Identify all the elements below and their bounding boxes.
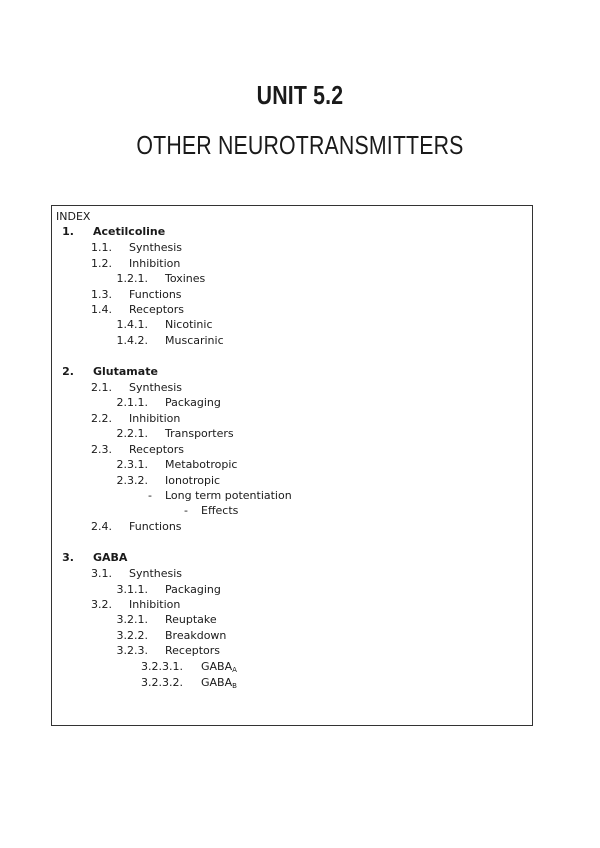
entry-label: Nicotinic [165,318,213,331]
unit-title: UNIT 5.2 [256,80,344,110]
entry-label: Packaging [165,583,221,596]
entry-number: 2.3.1. [116,458,148,471]
entry-number: 1.4.2. [116,334,148,347]
entry-label: Metabotropic [165,458,238,471]
entry-number: 1.2. [91,257,112,270]
entry-label: Reuptake [165,613,217,626]
entry-number: 2.3.2. [116,474,148,487]
entry-label: Long term potentiation [165,489,292,502]
entry-number: 2.2.1. [116,427,148,440]
subscript: A [232,666,237,674]
entry-label: Effects [201,504,239,517]
entry-number: 3.1. [91,567,112,580]
entry-number: 3.2.3. [116,644,148,657]
entry-number: 3.1.1. [116,583,148,596]
entry-number: 1. [62,225,74,238]
entry-number: 1.4. [91,303,112,316]
entry-label: $GABA_A$ [201,660,237,674]
entry-label: Inhibition [129,598,181,611]
entry-number: 3.2.3.1. [141,660,183,673]
entry-label: Inhibition [129,257,181,270]
entry-number: 2.2. [91,412,112,425]
entry-label: Toxines [165,272,206,285]
entry-number: 1.2.1. [116,272,148,285]
entry-number: 3.2.3.2. [141,676,183,689]
entry-bullet: - [184,504,188,517]
entry-label: Synthesis [129,567,183,580]
entry-label: Packaging [165,396,221,409]
entry-label: Functions [129,288,182,301]
entry-label: Receptors [129,443,185,456]
entry-number: 2.1.1. [116,396,148,409]
entry-label: Functions [129,520,182,533]
entry-number: 1.3. [91,288,112,301]
entry-label: $GABA_B$ [201,676,237,690]
index-heading: INDEX [56,210,91,223]
entry-label: Glutamate [93,365,158,378]
index-box [51,205,533,726]
entry-number: 2.1. [91,381,112,394]
subscript: B [232,682,237,690]
entry-number: 2.3. [91,443,112,456]
entry-number: 3.2.2. [116,629,148,642]
entry-label: GABA [93,551,128,564]
entry-label: Transporters [165,427,234,440]
entry-label: Ionotropic [165,474,221,487]
entry-label: Breakdown [165,629,227,642]
entry-label: Receptors [129,303,185,316]
entry-label: Acetilcoline [93,225,166,238]
entry-number: 3.2.1. [116,613,148,626]
entry-number: 3. [62,551,74,564]
entry-number: 3.2. [91,598,112,611]
entry-number: 2. [62,365,74,378]
entry-number: 1.1. [91,241,112,254]
entry-number: 1.4.1. [116,318,148,331]
unit-subtitle: OTHER NEUROTRANSMITTERS [136,130,464,160]
entry-bullet: - [148,489,152,502]
entry-label: Synthesis [129,381,183,394]
entry-number: 2.4. [91,520,112,533]
entry-label: Muscarinic [165,334,224,347]
entry-label: Inhibition [129,412,181,425]
entry-label: Synthesis [129,241,183,254]
entry-label: Receptors [165,644,221,657]
